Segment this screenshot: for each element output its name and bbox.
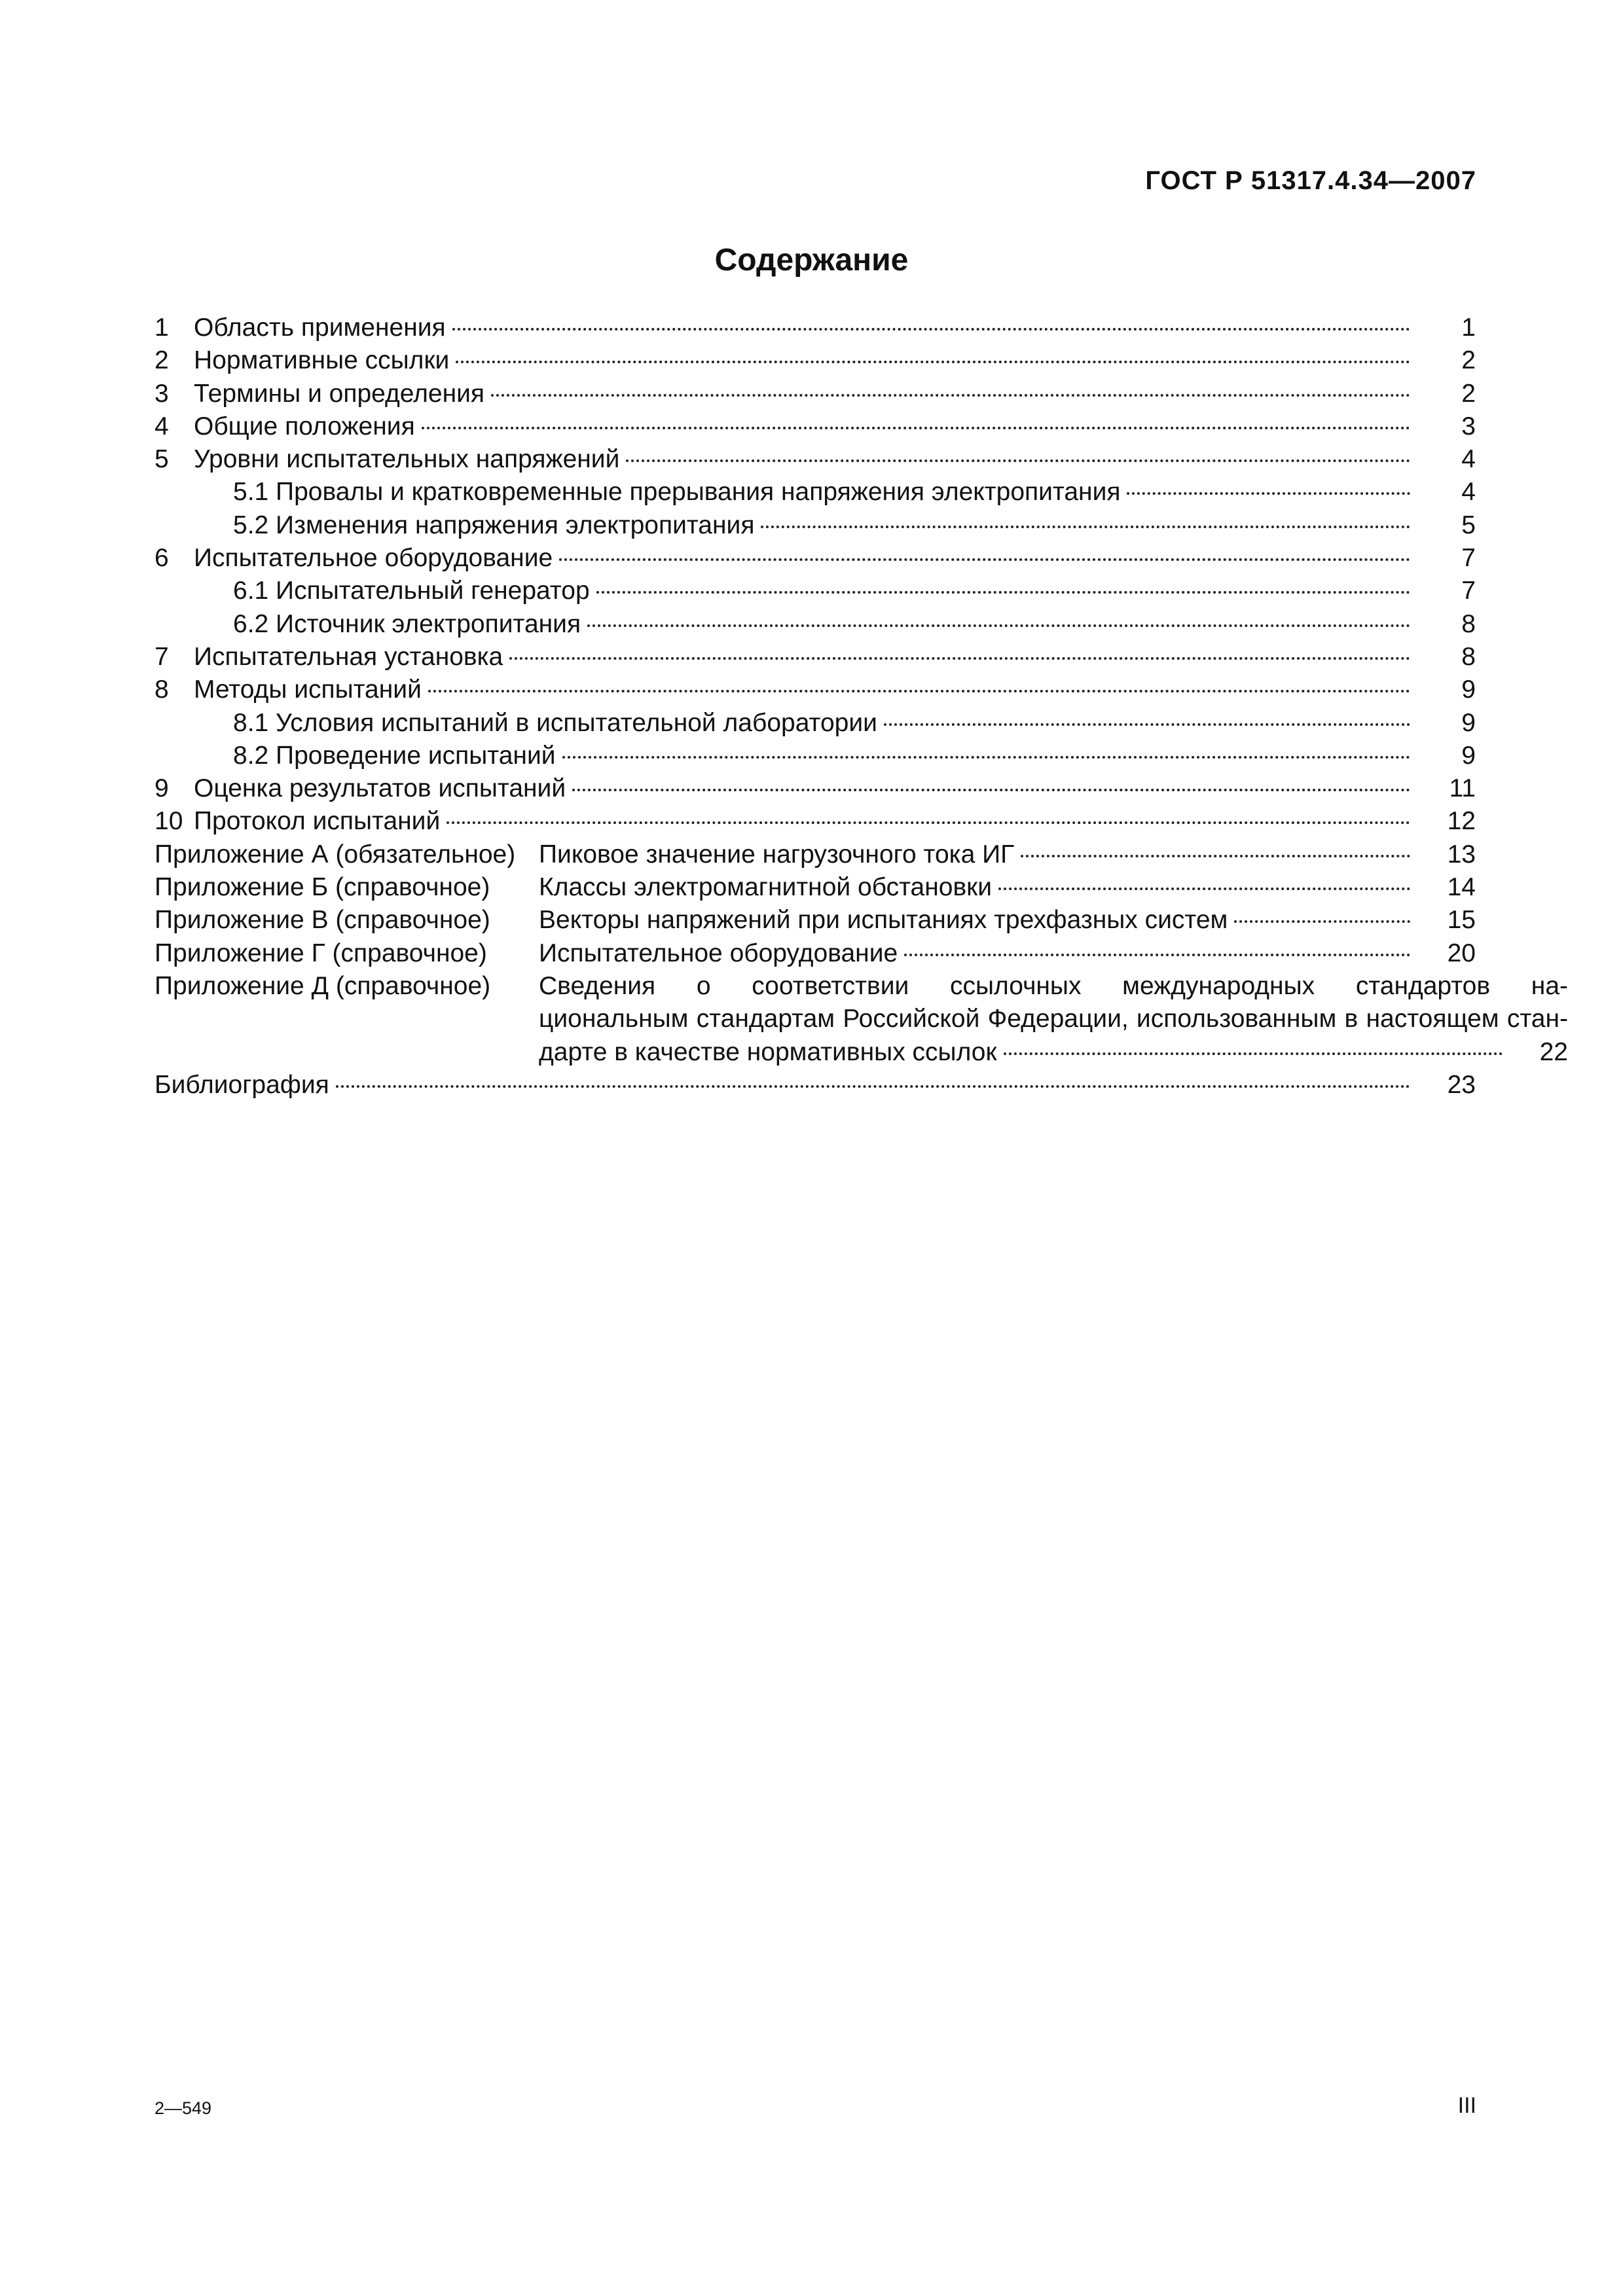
appendix-prefix: Приложение Б (справочное) <box>155 873 490 902</box>
toc-entry-appendix[interactable] <box>155 904 1476 937</box>
appendix-prefix: Приложение Г (справочное) <box>155 939 487 967</box>
entry-title: Нормативные ссылки <box>194 346 450 375</box>
toc-entry[interactable] <box>155 542 1476 575</box>
toc-entry[interactable] <box>155 509 1476 542</box>
page-number: 4 <box>1461 445 1476 474</box>
dot-leader <box>884 723 1410 726</box>
appendix-prefix: Приложение А (обязательное) <box>155 840 516 869</box>
page-number: 11 <box>1449 774 1476 803</box>
toc-entry[interactable] <box>155 575 1476 607</box>
entry-title: Область применения <box>194 314 446 342</box>
entry-number: 9 <box>155 774 169 803</box>
page-number: 9 <box>1461 708 1476 737</box>
dot-leader <box>447 821 1410 824</box>
page-number: 7 <box>1461 544 1476 573</box>
entry-number: 4 <box>155 412 169 440</box>
entry-title: 8.2 Проведение испытаний <box>233 741 556 770</box>
dot-leader <box>1004 1052 1503 1055</box>
dot-leader <box>1234 920 1410 923</box>
entry-title: Протокол испытаний <box>194 807 441 836</box>
entry-number: 8 <box>155 675 169 704</box>
dot-leader <box>336 1085 1410 1088</box>
entry-number: 2 <box>155 346 169 375</box>
table-of-contents <box>155 312 1568 1102</box>
appendix-title-line-2: циональным стандартам Российской Федерации, использованным в настоящем стан- <box>539 1005 1568 1033</box>
dot-leader <box>559 558 1410 561</box>
toc-entry[interactable] <box>155 740 1476 772</box>
dot-leader <box>1021 855 1410 857</box>
toc-entry-bibliography[interactable] <box>155 1069 1476 1102</box>
toc-entry-appendix[interactable] <box>155 838 1476 871</box>
dot-leader <box>998 888 1410 890</box>
page-number: 12 <box>1447 807 1476 836</box>
appendix-prefix: Приложение В (справочное) <box>155 906 490 935</box>
page-number: 13 <box>1447 840 1476 869</box>
page-number: 14 <box>1447 873 1476 902</box>
dot-leader <box>422 427 1410 429</box>
appendix-title: Классы электромагнитной обстановки <box>539 873 993 902</box>
dot-leader <box>562 756 1410 759</box>
dot-leader <box>428 690 1410 692</box>
dot-leader <box>452 328 1410 331</box>
toc-entry[interactable] <box>155 805 1476 838</box>
footer-sheet-number: 2—549 <box>155 2098 212 2118</box>
entry-number: 3 <box>155 379 169 408</box>
entry-number: 10 <box>155 807 183 836</box>
document-number: ГОСТ Р 51317.4.34—2007 <box>1145 166 1476 195</box>
toc-entry[interactable] <box>155 378 1476 410</box>
entry-number: 5 <box>155 445 169 474</box>
toc-entry[interactable] <box>155 673 1476 706</box>
page-number: 8 <box>1461 642 1476 671</box>
toc-entry-appendix[interactable] <box>155 937 1476 970</box>
toc-entry[interactable] <box>155 608 1476 641</box>
page-number: 2 <box>1461 346 1476 375</box>
toc-entry[interactable] <box>155 707 1476 740</box>
appendix-title: Пиковое значение нагрузочного тока ИГ <box>539 840 1015 869</box>
entry-number: 6 <box>155 544 169 573</box>
page-number: 23 <box>1447 1070 1476 1099</box>
toc-entry[interactable] <box>155 641 1476 673</box>
page-number: 15 <box>1447 906 1476 935</box>
entry-number: 7 <box>155 642 169 671</box>
page-number: 5 <box>1461 511 1476 539</box>
toc-entry[interactable] <box>155 772 1476 805</box>
page-number: 9 <box>1461 741 1476 770</box>
page-number: 20 <box>1447 939 1476 967</box>
page-number: 7 <box>1461 577 1476 605</box>
dot-leader <box>626 459 1410 462</box>
dot-leader <box>509 657 1410 660</box>
appendix-title-line-1: Сведения о соответствии ссылочных международных стандартов на- <box>539 971 1568 1000</box>
toc-entry-appendix-d[interactable] <box>155 970 1568 1069</box>
entry-title: 6.2 Источник электропитания <box>233 609 581 638</box>
toc-entry[interactable] <box>155 476 1476 509</box>
dot-leader <box>456 361 1410 363</box>
page-number: 9 <box>1461 675 1476 704</box>
page-number: 1 <box>1461 314 1476 342</box>
entry-title: Уровни испытательных напряжений <box>194 445 620 474</box>
dot-leader <box>491 394 1410 397</box>
toc-entry[interactable] <box>155 443 1476 476</box>
entry-title: Библиография <box>155 1070 329 1099</box>
entry-title: 8.1 Условия испытаний в испытательной лаборатории <box>233 708 877 737</box>
page-number: 4 <box>1461 478 1476 507</box>
toc-entry[interactable] <box>155 344 1476 377</box>
entry-title: 6.1 Испытательный генератор <box>233 577 590 605</box>
toc-title: Содержание <box>714 243 909 278</box>
dot-leader <box>1127 492 1410 495</box>
entry-number: 1 <box>155 314 169 342</box>
page-number: 8 <box>1461 609 1476 638</box>
toc-entry[interactable] <box>155 410 1476 443</box>
entry-title: Испытательное оборудование <box>194 544 553 573</box>
footer-page-number: III <box>1457 2093 1476 2118</box>
entry-title: 5.2 Изменения напряжения электропитания <box>233 511 755 539</box>
dot-leader <box>904 954 1410 956</box>
appendix-title: Векторы напряжений при испытаниях трехфазных систем <box>539 906 1228 935</box>
entry-title: Общие положения <box>194 412 415 440</box>
dot-leader <box>596 591 1410 594</box>
entry-title: Оценка результатов испытаний <box>194 774 566 803</box>
dot-leader <box>587 624 1410 627</box>
appendix-prefix: Приложение Д (справочное) <box>155 971 491 1000</box>
appendix-title: Испытательное оборудование <box>539 939 898 967</box>
entry-title: 5.1 Провалы и кратковременные прерывания напряжения электропитания <box>233 478 1121 507</box>
toc-entry-appendix[interactable] <box>155 871 1476 904</box>
dot-leader <box>572 789 1410 791</box>
entry-title: Термины и определения <box>194 379 485 408</box>
entry-title: Испытательная установка <box>194 642 503 671</box>
dot-leader <box>761 526 1410 528</box>
entry-title: Методы испытаний <box>194 675 422 704</box>
appendix-title-line-3: дарте в качестве нормативных ссылок <box>539 1037 997 1066</box>
page-number: 22 <box>1539 1037 1568 1066</box>
page-number: 2 <box>1461 379 1476 408</box>
page-number: 3 <box>1461 412 1476 440</box>
toc-entry[interactable] <box>155 312 1476 344</box>
